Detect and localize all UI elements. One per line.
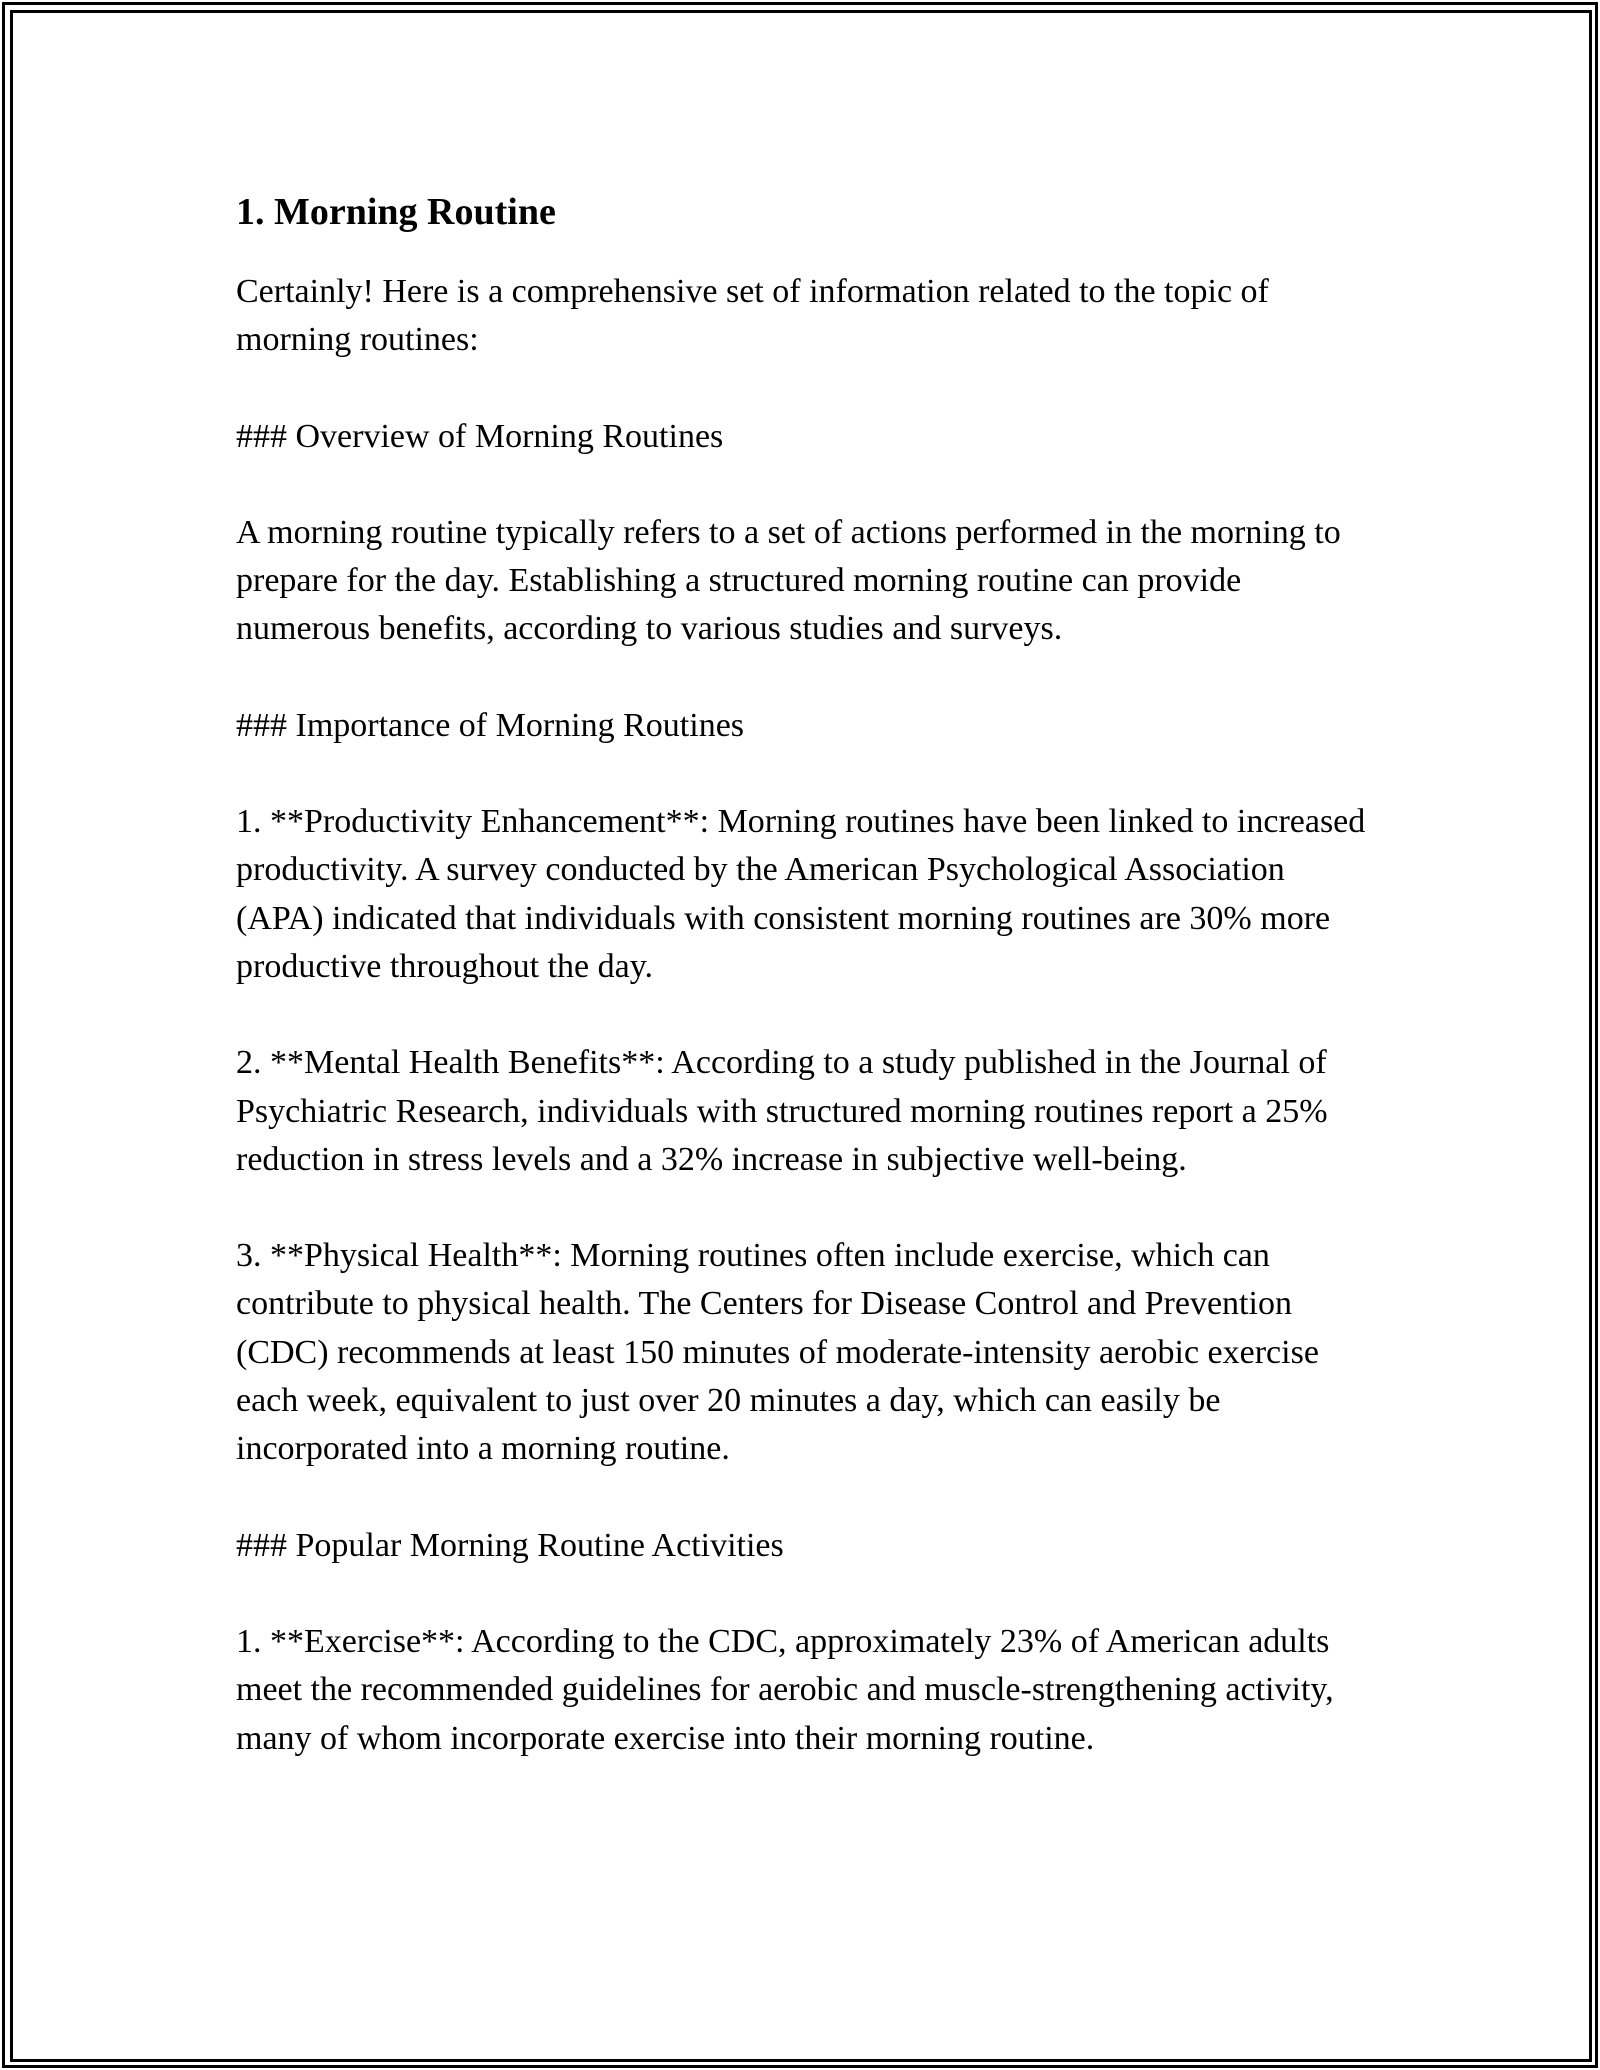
section-heading-overview: ### Overview of Morning Routines (236, 417, 724, 455)
document-title: 1. Morning Routine (236, 191, 556, 233)
intro-paragraph: Certainly! Here is a comprehensive set of information related to the topic of morning routines: (236, 273, 1269, 359)
importance-item-physical-health: 3. **Physical Health**: Morning routines often include exercise, which can contribute to physical health. The Centers for Disease Control and Prevention (CDC) recommends at least 150 minutes of moderate-intensity aerobic exercise each week, equivalent to just over 20 minutes a day, which can easily be incorporated into a morning routine. (236, 1237, 1319, 1468)
section-heading-importance: ### Importance of Morning Routines (236, 706, 745, 744)
overview-paragraph: A morning routine typically refers to a set of actions performed in the morning to prepare for the day. Establishing a structured morning routine can provide numerous benefits, according to various studies and surveys. (236, 513, 1341, 648)
activity-item-exercise: 1. **Exercise**: According to the CDC, approximately 23% of American adults meet the recommended guidelines for aerobic and muscle-strengthening activity, many of whom incorporate exercise into their morning routine. (236, 1622, 1334, 1757)
importance-item-productivity: 1. **Productivity Enhancement**: Morning routines have been linked to increased productivity. A survey conducted by the American Psychological Association (APA) indicated that individuals with consistent morning routines are 30% more productive throughout the day. (236, 803, 1366, 985)
section-heading-activities: ### Popular Morning Routine Activities (236, 1526, 784, 1564)
document-body (236, 186, 1366, 1811)
importance-item-mental-health: 2. **Mental Health Benefits**: According to a study published in the Journal of Psychiatric Research, individuals with structured morning routines report a 25% reduction in stress levels and a 32% increase in subjective well-being. (236, 1044, 1328, 1178)
